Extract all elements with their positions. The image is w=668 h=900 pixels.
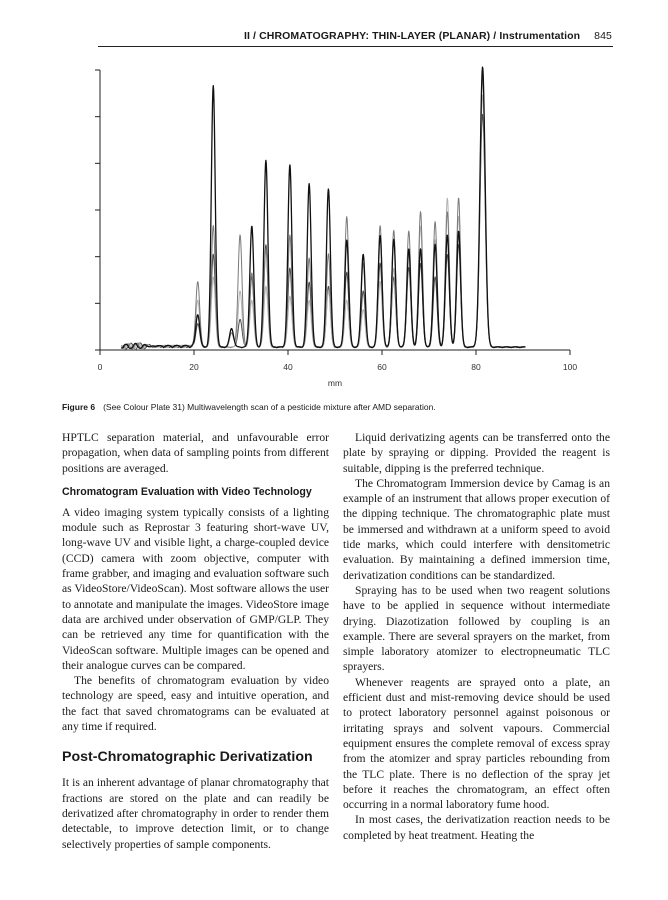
x-tick-label: 0 [97,362,103,372]
x-tick-label: 80 [471,362,481,372]
subheading-video-technology: Chromatogram Evaluation with Video Technology [62,485,312,498]
x-tick-label: 40 [283,362,293,372]
left-column [62,430,329,852]
series-line-scan-4 [121,114,525,349]
left-paragraph-4: It is an inherent advantage of planar chromatography that fractions are stored on the plate and can readily be derivatized after chromatography in order to render them detectable, to improve detection limit, or to change selectively properties of sample components. [62,776,329,851]
right-paragraph-1: Liquid derivatizing agents can be transferred onto the plate by spraying or dipping. Provided the reagent is suitable, dipping is the preferred technique. [343,431,610,475]
series-line-scan-2 [121,76,525,349]
page-number: 845 [594,30,612,42]
right-paragraph-2: The Chromatogram Immersion device by Camag is an example of an instrument that allows proper execution of the dipping technique. The chromatographic plate must be immersed and withdrawn at a uniform speed to avoid tide marks, which could interfere with densitometric evaluation. By maintaining a defined immersion time, derivatization conditions can be standardized. [343,476,610,582]
header-rule [98,46,613,47]
series-line-scan-3 [121,95,525,349]
right-paragraph-5: In most cases, the derivatization reaction needs to be completed by heat treatment. Heating the [343,813,610,842]
left-paragraph-2: A video imaging system typically consists of a lighting module such as Reprostar 3 featuring short-wave UV, long-wave UV and visible light, a charge-coupled device (CCD) camera with zoom objective, computer with frame grabber, and imaging and evaluation software such as VideoStore/VideoScan). Most software allows the user to annotate and manipulate the images. VideoStore image data are archived under observation of GMP/GLP. They can be retrieved any time for quantification with the VideoScan software. Multiple images can be opened and their analogue curves can be compared. [62,505,329,672]
chart-series-layer [121,67,525,350]
series-line-scan-1 [121,67,525,348]
right-paragraph-4: Whenever reagents are sprayed onto a plate, an efficient dust and mist-removing device should be used to protect laboratory personnel against poisonous or irritating sprays and solvent vapours. Commercial equipment ensures the complete removal of excess spray from the atomizer and spray particles rebounding from the TLC plate. There is no deflection of the spray jet before it reaches the chromatogram, an effect often occurring in a normal laboratory fume hood. [343,675,610,812]
right-column [343,430,610,843]
running-header [100,30,612,44]
left-paragraph-1: HPTLC separation material, and unfavourable error propagation, when data of sampling points from different positions are averaged. [62,431,329,475]
chromatogram-figure [80,60,590,395]
x-tick-label: 60 [377,362,387,372]
chart-tick-labels [98,362,578,372]
right-paragraph-3: Spraying has to be used when two reagent solutions have to be applied in sequence without intermediate drying. Diazotization followed by coupling is an example. There are several sprayers on the market, from simple laboratory atomizer to electropneumatic TLC sprayers. [343,583,610,674]
figure-caption [62,402,622,413]
figure-caption-text: (See Colour Plate 31) Multiwavelength scan of a pesticide mixture after AMD separation. [103,402,436,412]
figure-label: Figure 6 [62,402,96,412]
x-tick-label: 20 [189,362,199,372]
section-heading-derivatization: Post-Chromatographic Derivatization [62,749,313,766]
left-paragraph-3: The benefits of chromatogram evaluation by video technology are speed, easy and intuitive operation, and the fact that saved chromatograms can be evaluated at any time if required. [62,674,329,734]
x-tick-label: 100 [562,362,578,372]
x-axis-label: mm [327,378,343,388]
running-title: II / CHROMATOGRAPHY: THIN-LAYER (PLANAR) / Instrumentation [244,30,581,42]
